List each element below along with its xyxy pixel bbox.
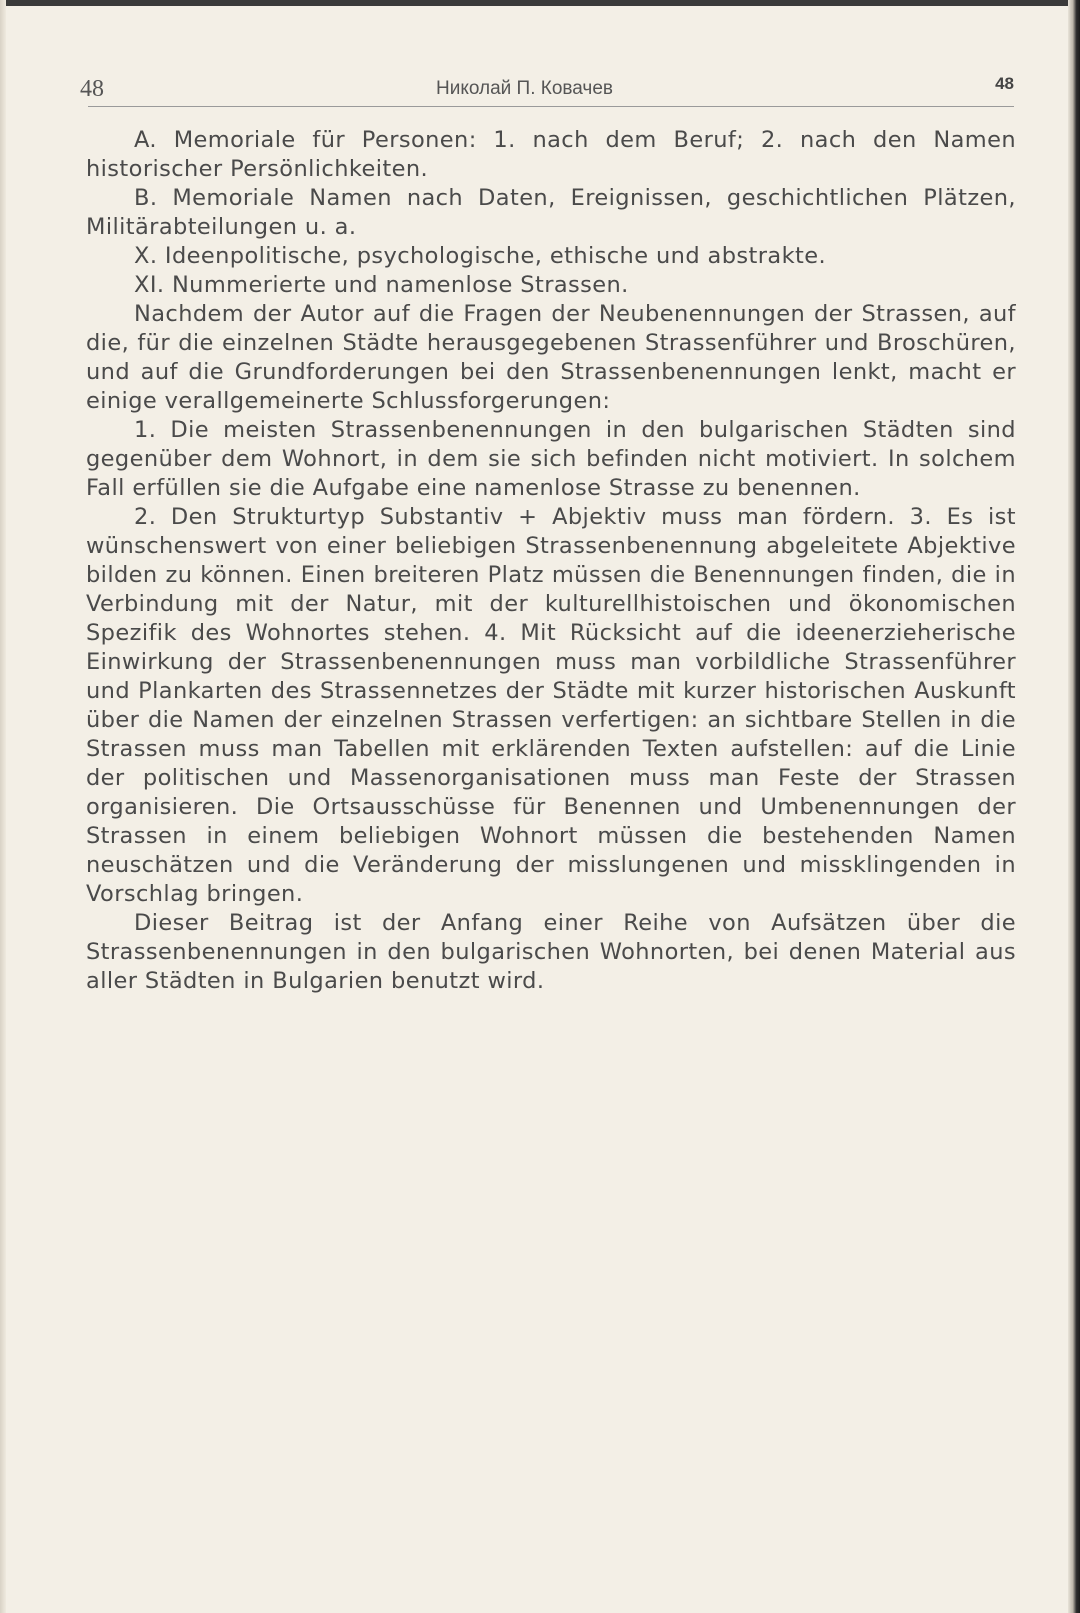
paragraph-memoriale-daten: B. Memoriale Namen nach Daten, Ereignissen, geschichtlichen Plätzen, Militärabteilungen u. a. <box>86 185 1016 240</box>
header-rule <box>88 106 1014 107</box>
paragraph-ideenpolitische: X. Ideenpolitische, psychologische, ethische und abstrakte. <box>134 243 827 269</box>
paragraph-closing: Dieser Beitrag ist der Anfang einer Reihe von Aufsätzen über die Strassenbenennungen in den bulgarischen Wohnorten, bei denen Material aus aller Städten in Bulgarien benutzt wird. <box>86 910 1016 994</box>
page-edge-right <box>1068 0 1080 1613</box>
running-title: Николай П. Ковачев <box>436 78 613 99</box>
page-number-right: 48 <box>995 74 1014 93</box>
paragraph-nummerierte: XI. Nummerierte und namenlose Strassen. <box>134 272 629 298</box>
page-header <box>80 74 1014 108</box>
page-edge-left <box>0 0 6 1613</box>
page-edge-top <box>0 0 1080 6</box>
body-text <box>86 126 1016 996</box>
paragraph-memoriale-personen: A. Memoriale für Personen: 1. nach dem Beruf; 2. nach den Namen historischer Persönlichkeiten. <box>86 127 1016 182</box>
paragraph-conclusion-2-4: 2. Den Strukturtyp Substantiv + Abjektiv muss man fördern. 3. Es ist wünschenswert von einer beliebigen Strassenbenennung abgeleitete Abjektive bilden zu können. Einen breiteren Platz müssen die Benennungen finden, die in Verbindung mit der Natur, mit der kulturellhistoischen und ökonomischen Spezifik des Wohnortes stehen. 4. Mit Rücksicht auf die ideenerzieherische Einwirkung der Strassenbenennungen muss man vorbildliche Strassenführer und Plankarten des Strassennetzes der Städte mit kurzer historischen Auskunft über die Namen der einzelnen Strassen verfertigen: an sichtbare Stellen in die Strassen muss man Tabellen mit erklärenden Texten aufstellen: auf die Linie der politischen und Massenorganisationen muss man Feste der Strassen organisieren. Die Ortsausschüsse für Benennen und Umbenennungen der Strassen in einem beliebigen Wohnort müssen die bestehenden Namen neuschätzen und die Veränderung der misslungenen und missklingenden in Vorschlag bringen. <box>86 504 1016 907</box>
page-number-left: 48 <box>80 76 104 102</box>
paragraph-nachdem: Nachdem der Autor auf die Fragen der Neubenennungen der Strassen, auf die, für die einzelnen Städte herausgegebenen Strassenführer und Broschüren, und auf die Grundforderungen bei den Strassenbenennungen lenkt, macht er einige verallgemeinerte Schlussforgerungen: <box>86 301 1016 414</box>
paragraph-conclusion-1: 1. Die meisten Strassenbenennungen in den bulgarischen Städten sind gegenüber dem Wohnort, in dem sie sich befinden nicht motiviert. In solchem Fall erfüllen sie die Aufgabe eine namenlose Strasse zu benennen. <box>86 417 1016 501</box>
